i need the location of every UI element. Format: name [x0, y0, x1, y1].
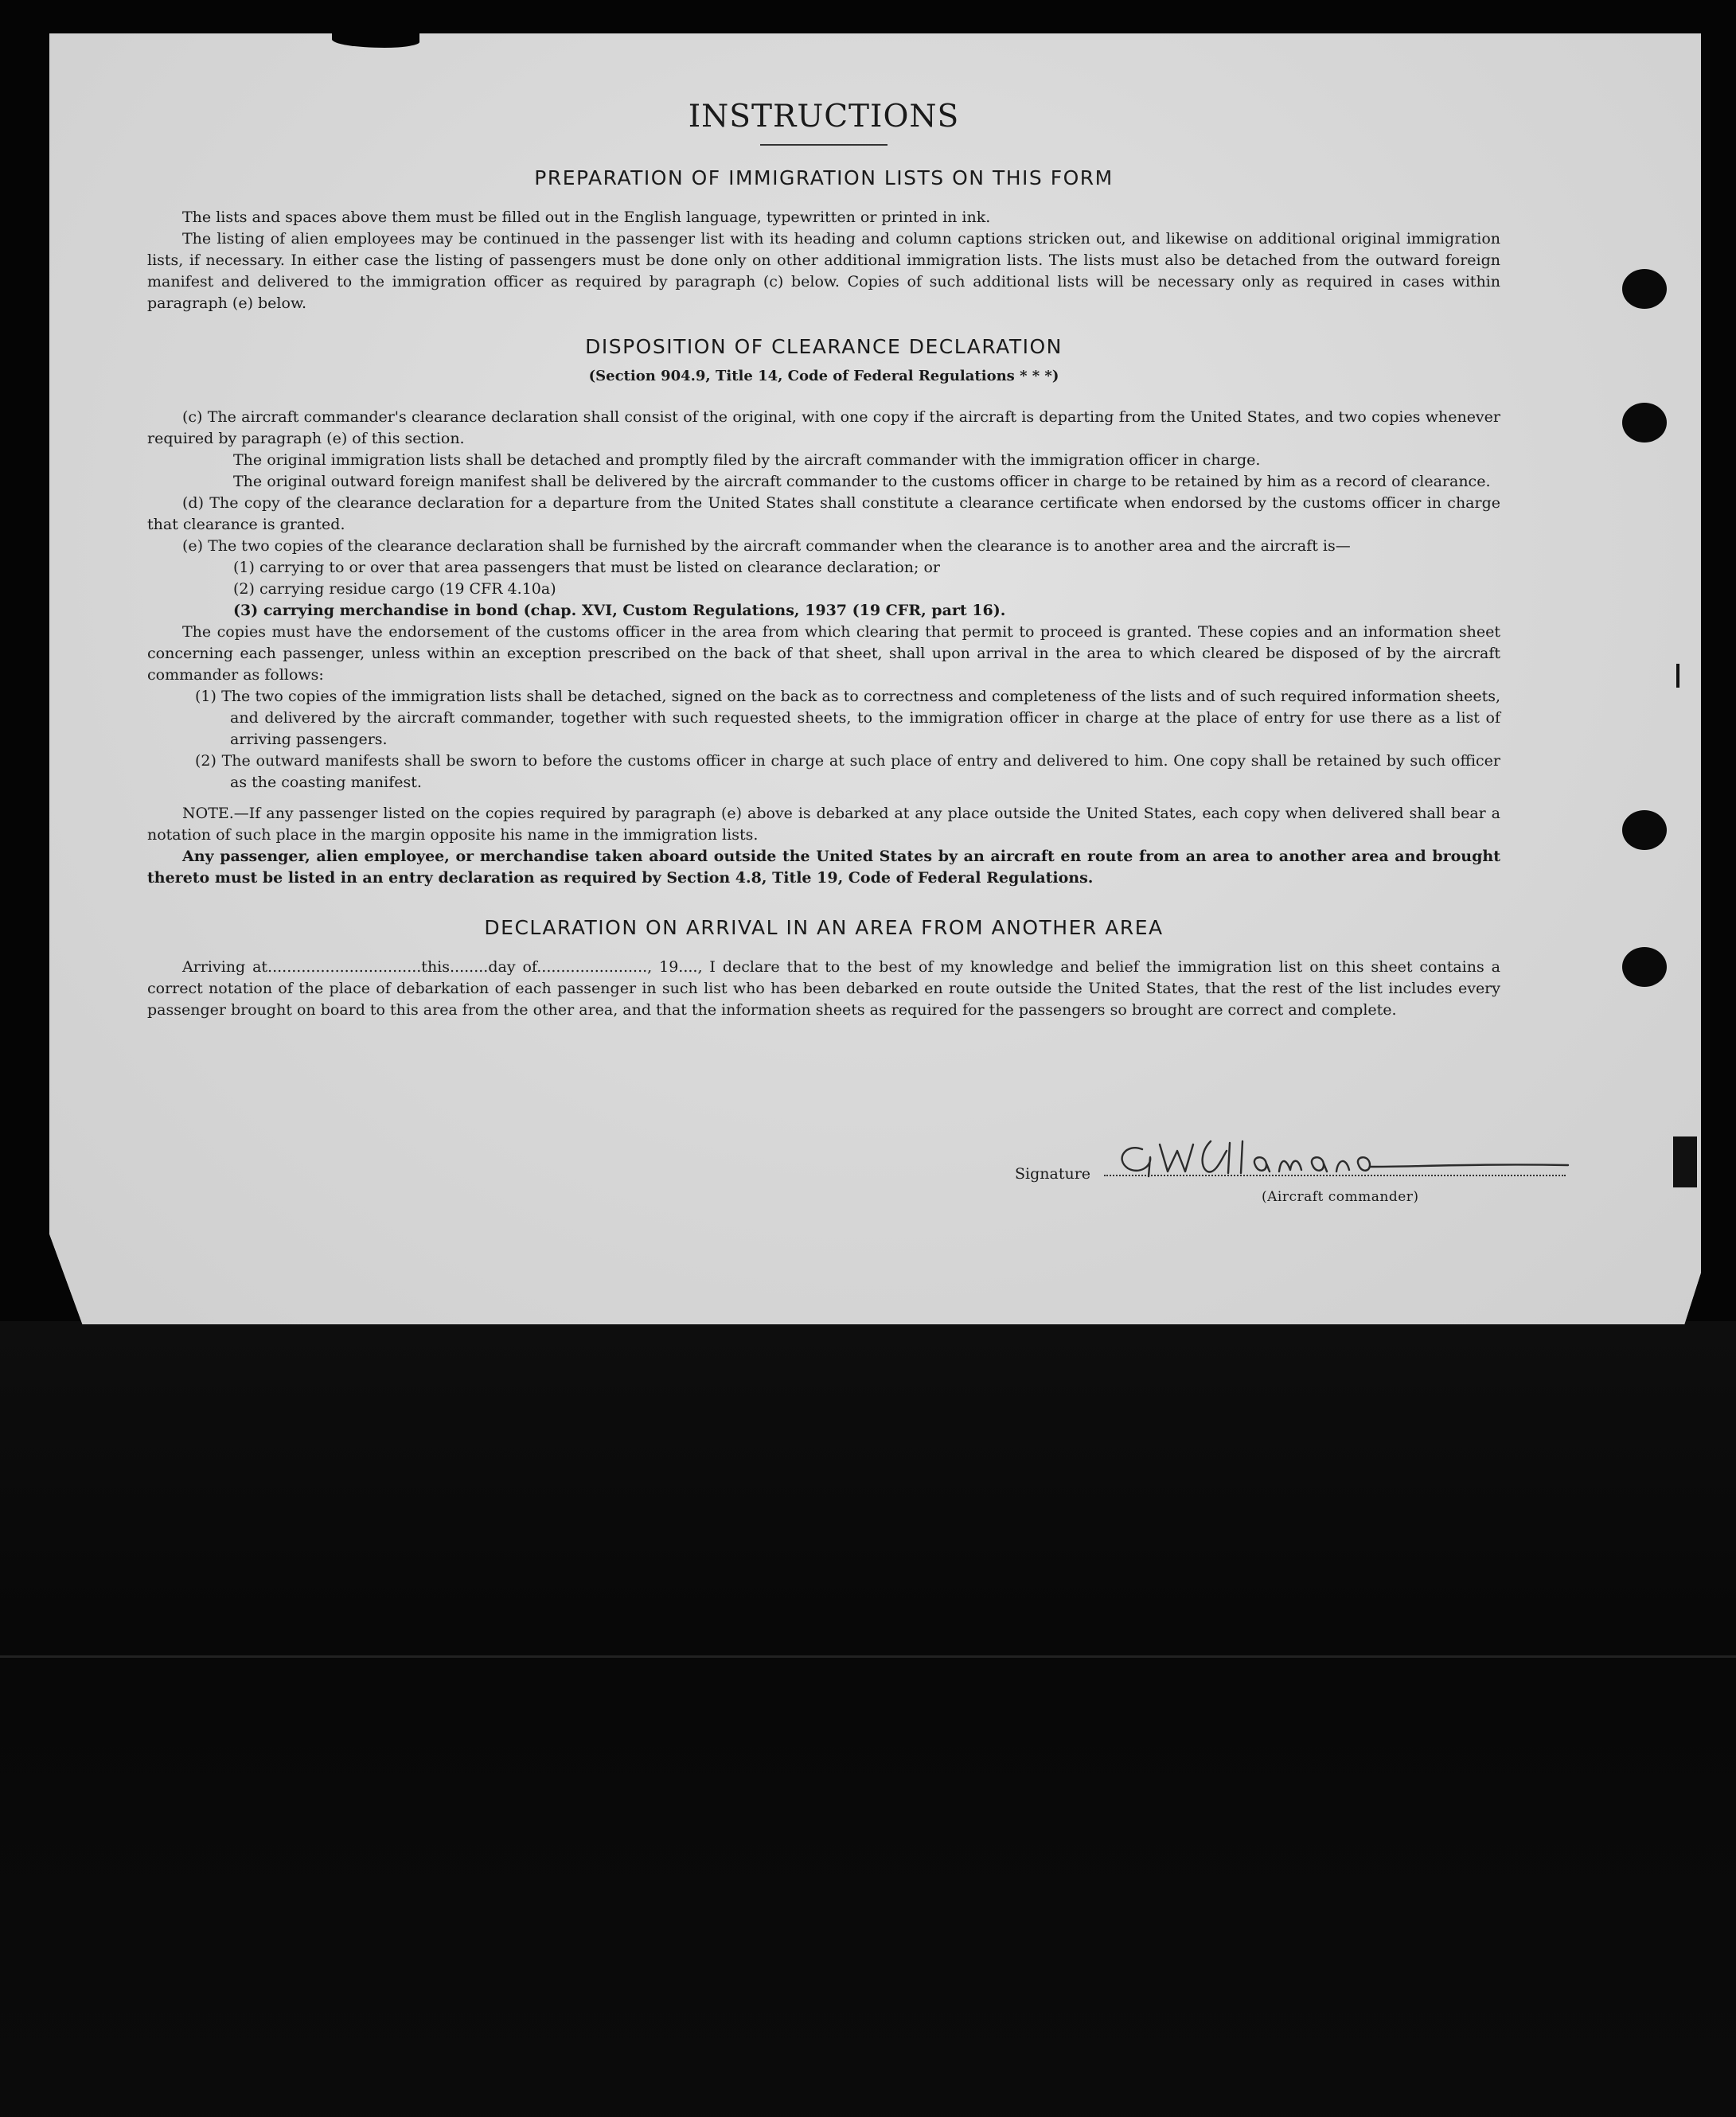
declaration-paragraph: Arriving at................................this........day of......................., 19...., I declare that to the best of my knowledge and belief the immigration list on this sheet contains a correct notation of the place of debarkation of each passenger in such list who has been debarked en route outside the United States, that the rest of the list includes every passenger brought on board to this area from the other area, and that the information sheets as required for the passengers so brought are correct and complete.	[147, 958, 1500, 1019]
paragraph-d: (d) The copy of the clearance declaration for a departure from the United States shall constitute a clearance certificate when endorsed by the customs officer in charge that clearance is granted.	[147, 494, 1500, 533]
paragraph-follow-1: (1) The two copies of the immigration lists shall be detached, signed on the back as to correctness and completeness of the lists and of such required information sheets, and delivered by the aircraft commander, together with such requested sheets, to the immigration officer in charge at the place of entry for use there as a list of arriving passengers.	[195, 688, 1500, 748]
paragraph-e: (e) The two copies of the clearance declaration shall be furnished by the aircraft commander when the clearance is to another area and the aircraft is—	[182, 537, 1351, 555]
paragraph-e-3: (3) carrying merchandise in bond (chap. XVI, Custom Regulations, 1937 (19 CFR, part 16).	[233, 602, 1006, 619]
title-rule	[760, 144, 888, 146]
preparation-paragraph-2: The listing of alien employees may be continued in the passenger list with its heading and column captions stricken out, and likewise on additional original immigration lists, if necessary. In either case the listing of passengers must be done only on other additional immigration lists. The lists must also be detached from the outward foreign manifest and delivered to the immigration officer as required by paragraph (c) below. Copies of such additional lists will be necessary only as required in cases within paragraph (e) below.	[147, 230, 1500, 312]
declaration-heading: DECLARATION ON ARRIVAL IN AN AREA FROM ANOTHER AREA	[484, 916, 1164, 939]
signature-caption: (Aircraft commander)	[1262, 1189, 1419, 1205]
signature-block	[1015, 1135, 1572, 1207]
paragraph-copies: The copies must have the endorsement of the customs officer in the area from which clearing that permit to proceed is granted. These copies and an information sheet concerning each passenger, unless within an exception prescribed on the back of that sheet, shall upon arrival in the area to which cleared be disposed of by the aircraft commander as follows:	[147, 623, 1500, 684]
disposition-subheading: (Section 904.9, Title 14, Code of Federal Regulations * * *)	[588, 368, 1059, 384]
punch-hole	[1622, 810, 1667, 850]
handwritten-signature	[1110, 1135, 1572, 1183]
paragraph-note: NOTE.—If any passenger listed on the copies required by paragraph (e) above is debarked at any place outside the United States, each copy when delivered shall bear a notation of such place in the margin opposite his name in the immigration lists.	[147, 805, 1500, 844]
punch-hole	[1622, 403, 1667, 443]
disposition-heading: DISPOSITION OF CLEARANCE DECLARATION	[585, 335, 1063, 358]
page-title: INSTRUCTIONS	[688, 99, 960, 135]
edge-mark	[1673, 1136, 1697, 1187]
edge-mark	[1676, 664, 1679, 688]
paragraph-c-1: The original immigration lists shall be detached and promptly filed by the aircraft commander with the immigration officer in charge.	[233, 451, 1261, 469]
punch-hole	[1622, 269, 1667, 309]
paragraph-c-2: The original outward foreign manifest shall be delivered by the aircraft commander to the customs officer in charge to be retained by him as a record of clearance.	[233, 473, 1491, 490]
paragraph-e-1: (1) carrying to or over that area passengers that must be listed on clearance declaration; or	[233, 559, 940, 576]
scan-background	[0, 1321, 1736, 2117]
preparation-paragraph-1: The lists and spaces above them must be filled out in the English language, typewritten or printed in ink.	[182, 209, 991, 226]
document-content	[147, 64, 1500, 1205]
punch-hole	[1622, 947, 1667, 987]
paragraph-c: (c) The aircraft commander's clearance declaration shall consist of the original, with one copy if the aircraft is departing from the United States, and two copies whenever required by paragraph (e) of this section.	[147, 408, 1500, 447]
paragraph-follow-2: (2) The outward manifests shall be sworn to before the customs officer in charge at such place of entry and delivered to him. One copy shall be retained by such officer as the coasting manifest.	[195, 752, 1500, 791]
signature-label: Signature	[1015, 1165, 1091, 1183]
paragraph-any-passenger: Any passenger, alien employee, or merchandise taken aboard outside the United States by an aircraft en route from an area to another area and brought thereto must be listed in an entry declaration as required by Section 4.8, Title 19, Code of Federal Regulations.	[147, 848, 1500, 887]
paragraph-e-2: (2) carrying residue cargo (19 CFR 4.10a)	[233, 580, 556, 598]
preparation-heading: PREPARATION OF IMMIGRATION LISTS ON THIS FORM	[534, 166, 1114, 189]
